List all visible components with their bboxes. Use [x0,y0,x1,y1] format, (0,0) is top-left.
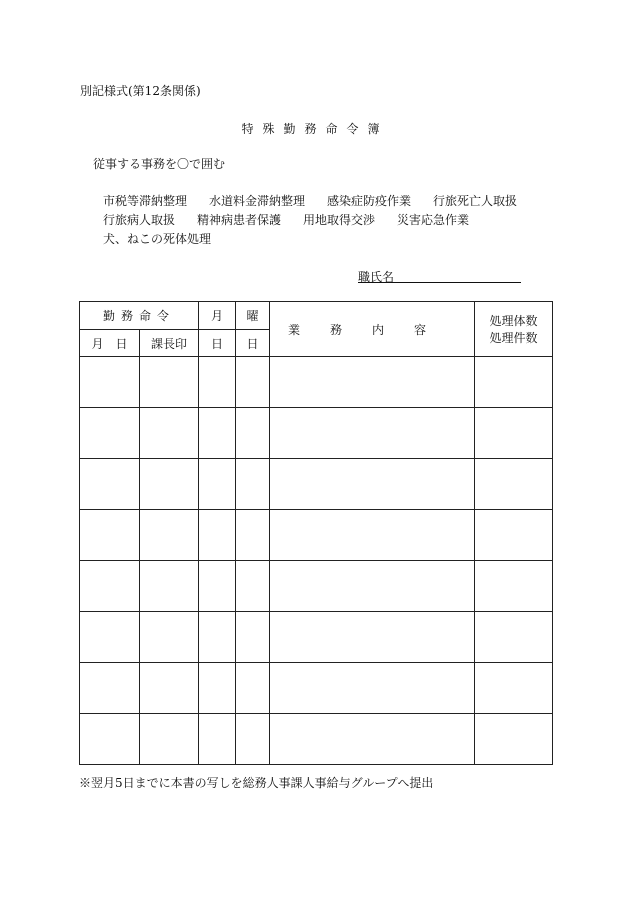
table-cell[interactable] [236,612,270,663]
table-cell[interactable] [199,459,236,510]
header-weekday-day: 日 [236,330,270,357]
task-row [103,211,491,228]
table-cell[interactable] [140,357,199,408]
task-row [103,230,233,247]
table-cell[interactable] [199,561,236,612]
task-item: 犬、ねこの死体処理 [103,232,212,246]
table-cell[interactable] [236,408,270,459]
table-cell[interactable] [80,612,140,663]
task-item: 精神病患者保護 [197,213,282,227]
table-cell[interactable] [236,714,270,765]
table-cell[interactable] [270,510,475,561]
table-cell[interactable] [236,510,270,561]
header-month: 月 [199,302,236,330]
name-field-line[interactable] [358,282,521,283]
table-cell[interactable] [475,357,553,408]
header-weekday: 曜 [236,302,270,330]
table-cell[interactable] [80,510,140,561]
table-cell[interactable] [475,408,553,459]
table-cell[interactable] [236,663,270,714]
table-cell[interactable] [140,561,199,612]
task-item: 市税等滞納整理 [103,194,188,208]
table-cell[interactable] [140,510,199,561]
table-row [80,408,553,459]
task-item: 感染症防疫作業 [327,194,412,208]
header-count-line2: 処理件数 [489,331,538,345]
table-cell[interactable] [140,459,199,510]
task-item: 用地取得交渉 [303,213,376,227]
task-item: 行旅死亡人取扱 [433,194,518,208]
table-cell[interactable] [140,612,199,663]
table-row [80,510,553,561]
table-row [80,663,553,714]
task-row [103,192,539,209]
table-cell[interactable] [236,459,270,510]
table-cell[interactable] [140,408,199,459]
header-chief-seal: 課長印 [140,330,199,357]
table-cell[interactable] [80,459,140,510]
table-cell[interactable] [199,714,236,765]
table-row [80,459,553,510]
table-cell[interactable] [199,510,236,561]
table-cell[interactable] [199,612,236,663]
table-cell[interactable] [80,663,140,714]
table-cell[interactable] [270,714,475,765]
header-count-line1: 処理体数 [489,314,538,328]
header-month-day: 月 日 [80,330,140,357]
table-row [80,357,553,408]
table-cell[interactable] [140,714,199,765]
page-title: 特殊勤務命令簿 [241,122,389,136]
order-ledger-table [79,301,553,765]
table-cell[interactable] [236,357,270,408]
table-row [80,561,553,612]
table-cell[interactable] [199,357,236,408]
table-cell[interactable] [475,561,553,612]
table-cell[interactable] [80,408,140,459]
name-label: 職氏名 [358,270,395,284]
table-row [80,612,553,663]
footnote: ※翌月5日までに本書の写しを総務人事課人事給与グループへ提出 [79,776,434,790]
table-cell[interactable] [475,612,553,663]
table-row [80,714,553,765]
table-cell[interactable] [270,459,475,510]
header-work-content: 業務内容 [270,302,475,357]
table-cell[interactable] [199,408,236,459]
table-cell[interactable] [80,714,140,765]
header-processed-count [475,302,553,357]
table-cell[interactable] [475,663,553,714]
table-cell[interactable] [270,357,475,408]
table-cell[interactable] [475,510,553,561]
header-work-order: 勤務命令 [80,302,199,330]
task-item: 行旅病人取扱 [103,213,176,227]
table-cell[interactable] [236,561,270,612]
table-cell[interactable] [475,714,553,765]
table-cell[interactable] [80,561,140,612]
header-day: 日 [199,330,236,357]
table-cell[interactable] [270,663,475,714]
table-cell[interactable] [199,663,236,714]
table-cell[interactable] [270,408,475,459]
table-cell[interactable] [270,561,475,612]
instruction-text: 従事する事務を〇で囲む [93,157,226,171]
task-item: 水道料金滞納整理 [209,194,306,208]
table-cell[interactable] [80,357,140,408]
ledger-body [80,357,553,765]
table-cell[interactable] [140,663,199,714]
table-cell[interactable] [475,459,553,510]
form-reference: 別記様式(第12条関係) [80,84,201,98]
task-item: 災害応急作業 [397,213,470,227]
table-cell[interactable] [270,612,475,663]
